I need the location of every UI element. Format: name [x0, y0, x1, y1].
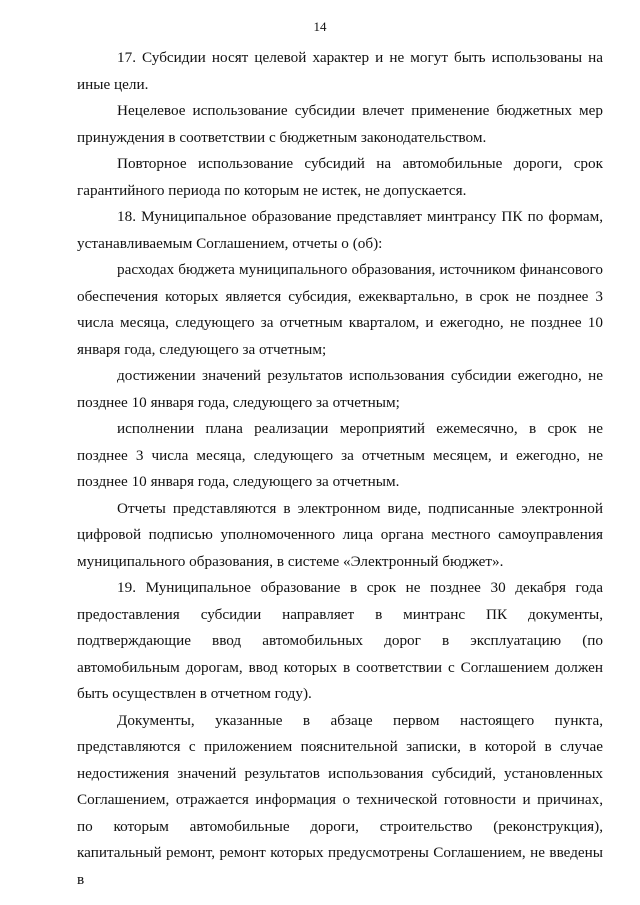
- paragraph-17: 17. Субсидии носят целевой характер и не могут быть использованы на иные цели.: [77, 49, 603, 93]
- paragraph-results-report: достижении значений результатов использования субсидии ежегодно, не позднее 10 января года, следующего за отчетным;: [77, 367, 603, 411]
- paragraph-documents: Документы, указанные в абзаце первом настоящего пункта, представляются с приложением пояснительной записки, в которой в случае недостижения значений результатов использования субсидий, установленных Соглашением, отражается информация о технической готовности и причинах, по которым автомобильные дороги, строительство (реконструкция), капитальный ремонт, ремонт которых предусмотрены Соглашением, не введены в: [77, 711, 603, 888]
- paragraph-18: 18. Муниципальное образование представляет минтрансу ПК по формам, устанавливаемым Соглашением, отчеты о (об):: [77, 208, 603, 252]
- paragraph-misuse: Нецелевое использование субсидии влечет применение бюджетных мер принуждения в соответствии с бюджетным законодательством.: [77, 102, 603, 146]
- page-number: 14: [313, 19, 327, 34]
- document-body: [77, 45, 603, 893]
- paragraph-19: 19. Муниципальное образование в срок не позднее 30 декабря года предоставления субсидии направляет в минтранс ПК документы, подтверждающие ввод автомобильных дорог в эксплуатацию (по автомобильным дорогам, ввод которых в соответствии с Соглашением должен быть осуществлен в отчетном году).: [77, 579, 603, 702]
- paragraph-expenses-report: расходах бюджета муниципального образования, источником финансового обеспечения которых является субсидия, ежеквартально, в срок не позднее 3 числа месяца, следующего за отчетным кварталом, и ежегодно, не позднее 10 января года, следующего за отчетным;: [77, 261, 603, 358]
- paragraph-electronic-reports: Отчеты представляются в электронном виде, подписанные электронной цифровой подписью уполномоченного лица органа местного самоуправления муниципального образования, в системе «Электронный бюджет».: [77, 499, 603, 570]
- paragraph-reuse: Повторное использование субсидий на автомобильные дороги, срок гарантийного периода по которым не истек, не допускается.: [77, 155, 603, 199]
- paragraph-plan-report: исполнении плана реализации мероприятий ежемесячно, в срок не позднее 3 числа месяца, следующего за отчетным месяцем, и ежегодно, не позднее 10 января года, следующего за отчетным.: [77, 420, 603, 490]
